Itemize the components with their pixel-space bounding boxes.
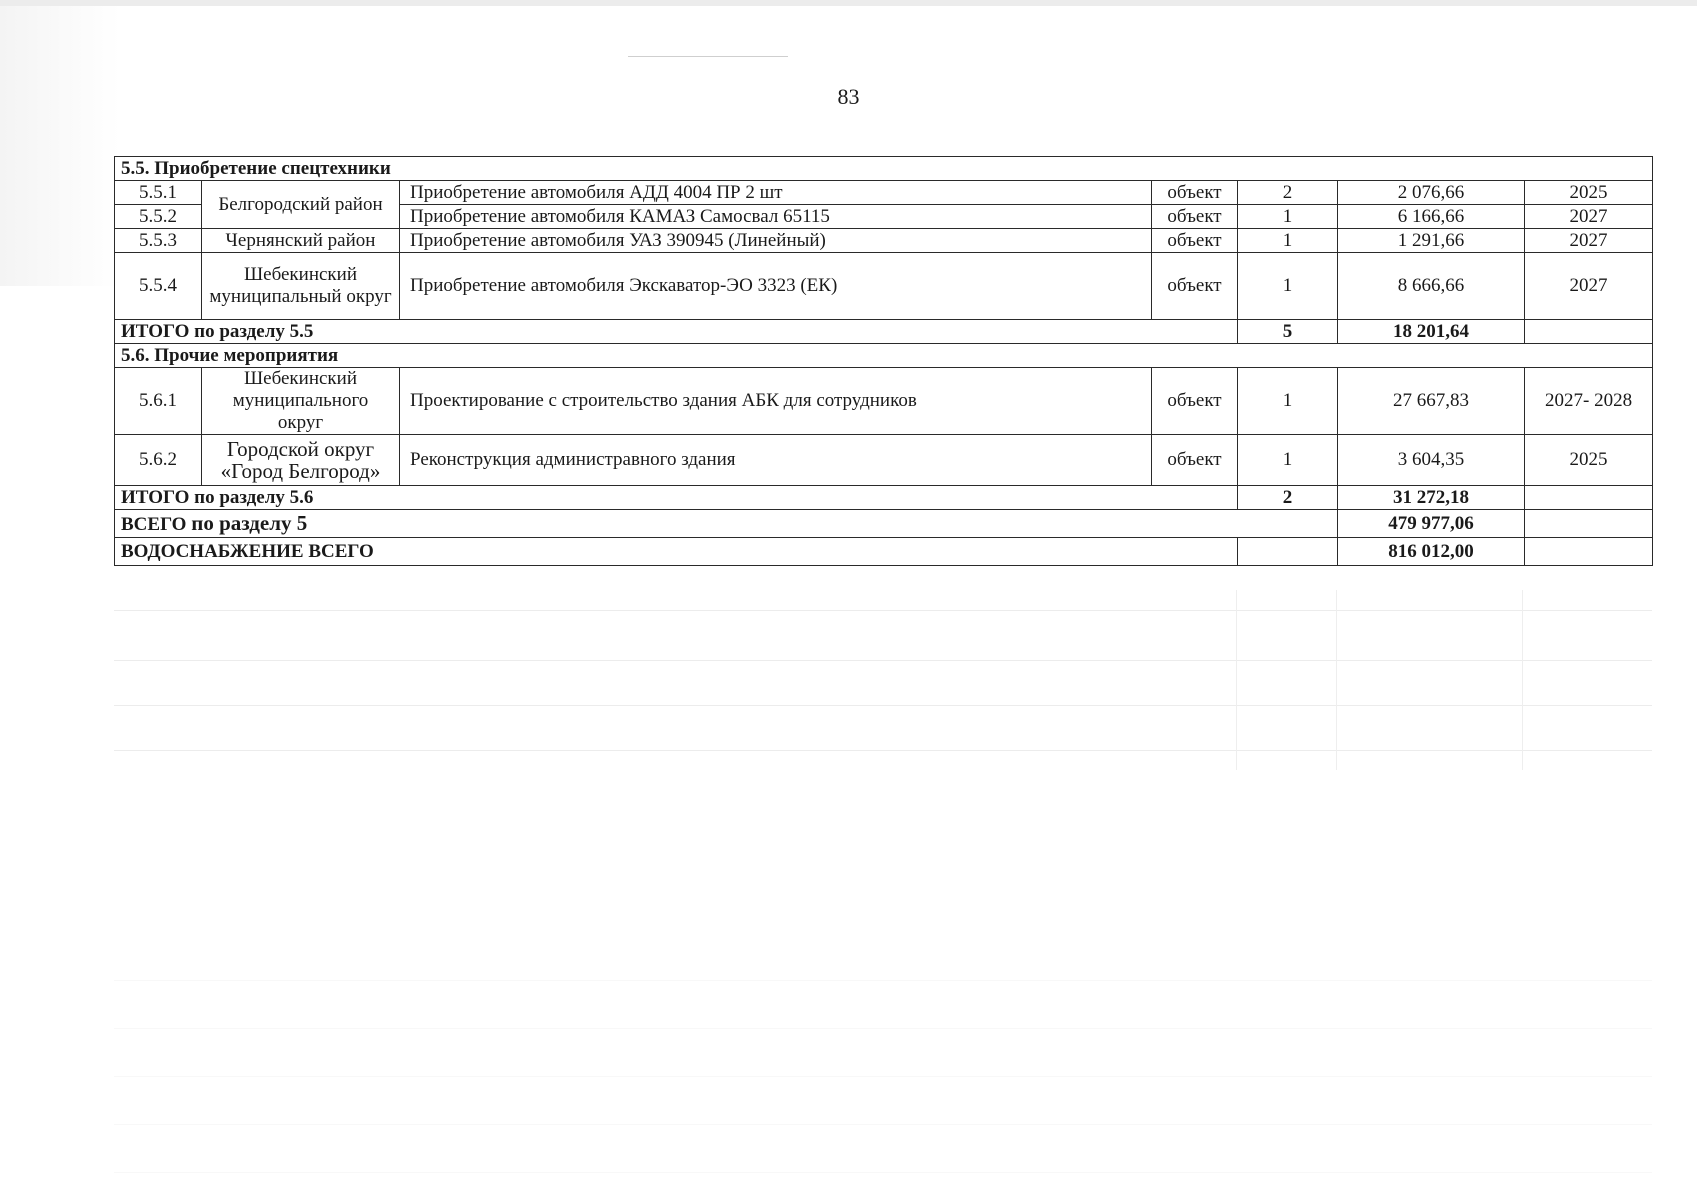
scan-shadow-left bbox=[0, 6, 120, 286]
row-quantity: 1 bbox=[1238, 435, 1338, 486]
empty-cell bbox=[1525, 538, 1653, 566]
bleed-through-line bbox=[114, 610, 1652, 611]
row-name: Приобретение автомобиля КАМАЗ Самосвал 65115 bbox=[400, 205, 1152, 229]
row-quantity: 1 bbox=[1238, 229, 1338, 253]
budget-table bbox=[114, 156, 1653, 566]
bleed-through-line bbox=[114, 660, 1652, 661]
scan-edge-top bbox=[0, 0, 1697, 6]
water-total-row bbox=[115, 538, 1653, 566]
row-location: Белгородский район bbox=[202, 181, 400, 229]
bleed-through-area bbox=[114, 980, 1652, 1200]
grand-total-label-main: по разделу 5 bbox=[191, 510, 308, 535]
row-amount: 1 291,66 bbox=[1338, 229, 1525, 253]
bleed-through-line bbox=[1522, 590, 1523, 770]
section-total-row bbox=[115, 486, 1653, 510]
section-total-quantity: 2 bbox=[1238, 486, 1338, 510]
row-quantity: 1 bbox=[1238, 368, 1338, 435]
row-number: 5.5.3 bbox=[115, 229, 202, 253]
row-year: 2025 bbox=[1525, 435, 1653, 486]
row-location: Чернянский район bbox=[202, 229, 400, 253]
section-header-row bbox=[115, 344, 1653, 368]
row-amount: 8 666,66 bbox=[1338, 253, 1525, 320]
row-number: 5.6.2 bbox=[115, 435, 202, 486]
row-amount: 6 166,66 bbox=[1338, 205, 1525, 229]
empty-cell bbox=[1525, 486, 1653, 510]
section-total-amount: 18 201,64 bbox=[1338, 320, 1525, 344]
row-number: 5.5.1 bbox=[115, 181, 202, 205]
row-name: Проектирование с строительство здания АБК для сотрудников bbox=[400, 368, 1152, 435]
row-unit: объект bbox=[1152, 368, 1238, 435]
grand-total-amount: 479 977,06 bbox=[1338, 510, 1525, 538]
table-row bbox=[115, 181, 1653, 205]
row-number: 5.6.1 bbox=[115, 368, 202, 435]
water-total-label: ВОДОСНАБЖЕНИЕ ВСЕГО bbox=[115, 538, 1238, 566]
bleed-through-line bbox=[114, 750, 1652, 751]
row-name: Приобретение автомобиля Экскаватор-ЭО 3323 (ЕК) bbox=[400, 253, 1152, 320]
section-total-label: ИТОГО по разделу 5.6 bbox=[115, 486, 1238, 510]
empty-cell bbox=[1525, 320, 1653, 344]
row-year: 2027 bbox=[1525, 253, 1653, 320]
grand-total-label-prefix: ВСЕГО bbox=[121, 513, 192, 535]
table-row bbox=[115, 368, 1653, 435]
water-total-amount: 816 012,00 bbox=[1338, 538, 1525, 566]
row-amount: 3 604,35 bbox=[1338, 435, 1525, 486]
section-title: 5.6. Прочие мероприятия bbox=[115, 344, 1653, 368]
row-unit: объект bbox=[1152, 253, 1238, 320]
row-amount: 27 667,83 bbox=[1338, 368, 1525, 435]
bleed-through-line bbox=[1236, 590, 1237, 770]
section-title: 5.5. Приобретение спецтехники bbox=[115, 157, 1653, 181]
table-row bbox=[115, 229, 1653, 253]
row-year: 2027- 2028 bbox=[1525, 368, 1653, 435]
row-unit: объект bbox=[1152, 181, 1238, 205]
table-row bbox=[115, 435, 1653, 486]
row-unit: объект bbox=[1152, 435, 1238, 486]
bleed-through-line bbox=[114, 705, 1652, 706]
row-year: 2027 bbox=[1525, 229, 1653, 253]
section-header-row bbox=[115, 157, 1653, 181]
section-total-row bbox=[115, 320, 1653, 344]
page-number: 83 bbox=[837, 84, 860, 109]
row-name: Приобретение автомобиля АДД 4004 ПР 2 шт bbox=[400, 181, 1152, 205]
row-name: Приобретение автомобиля УАЗ 390945 (Линейный) bbox=[400, 229, 1152, 253]
row-number: 5.5.4 bbox=[115, 253, 202, 320]
row-quantity: 1 bbox=[1238, 253, 1338, 320]
row-location: Городской округ «Город Белгород» bbox=[202, 435, 400, 486]
section-total-label: ИТОГО по разделу 5.5 bbox=[115, 320, 1238, 344]
row-unit: объект bbox=[1152, 205, 1238, 229]
section-total-amount: 31 272,18 bbox=[1338, 486, 1525, 510]
row-amount: 2 076,66 bbox=[1338, 181, 1525, 205]
row-name: Реконструкция администравного здания bbox=[400, 435, 1152, 486]
grand-total-label bbox=[115, 510, 1338, 538]
row-year: 2025 bbox=[1525, 181, 1653, 205]
scan-stroke bbox=[628, 56, 788, 57]
row-location: Шебекинский муниципального округ bbox=[202, 368, 400, 435]
row-year: 2027 bbox=[1525, 205, 1653, 229]
table-row bbox=[115, 253, 1653, 320]
grand-total-row bbox=[115, 510, 1653, 538]
section-total-quantity: 5 bbox=[1238, 320, 1338, 344]
bleed-through-line bbox=[1336, 590, 1337, 770]
row-location: Шебекинский муниципальный округ bbox=[202, 253, 400, 320]
row-number: 5.5.2 bbox=[115, 205, 202, 229]
row-unit: объект bbox=[1152, 229, 1238, 253]
row-quantity: 2 bbox=[1238, 181, 1338, 205]
empty-cell bbox=[1238, 538, 1338, 566]
row-quantity: 1 bbox=[1238, 205, 1338, 229]
empty-cell bbox=[1525, 510, 1653, 538]
